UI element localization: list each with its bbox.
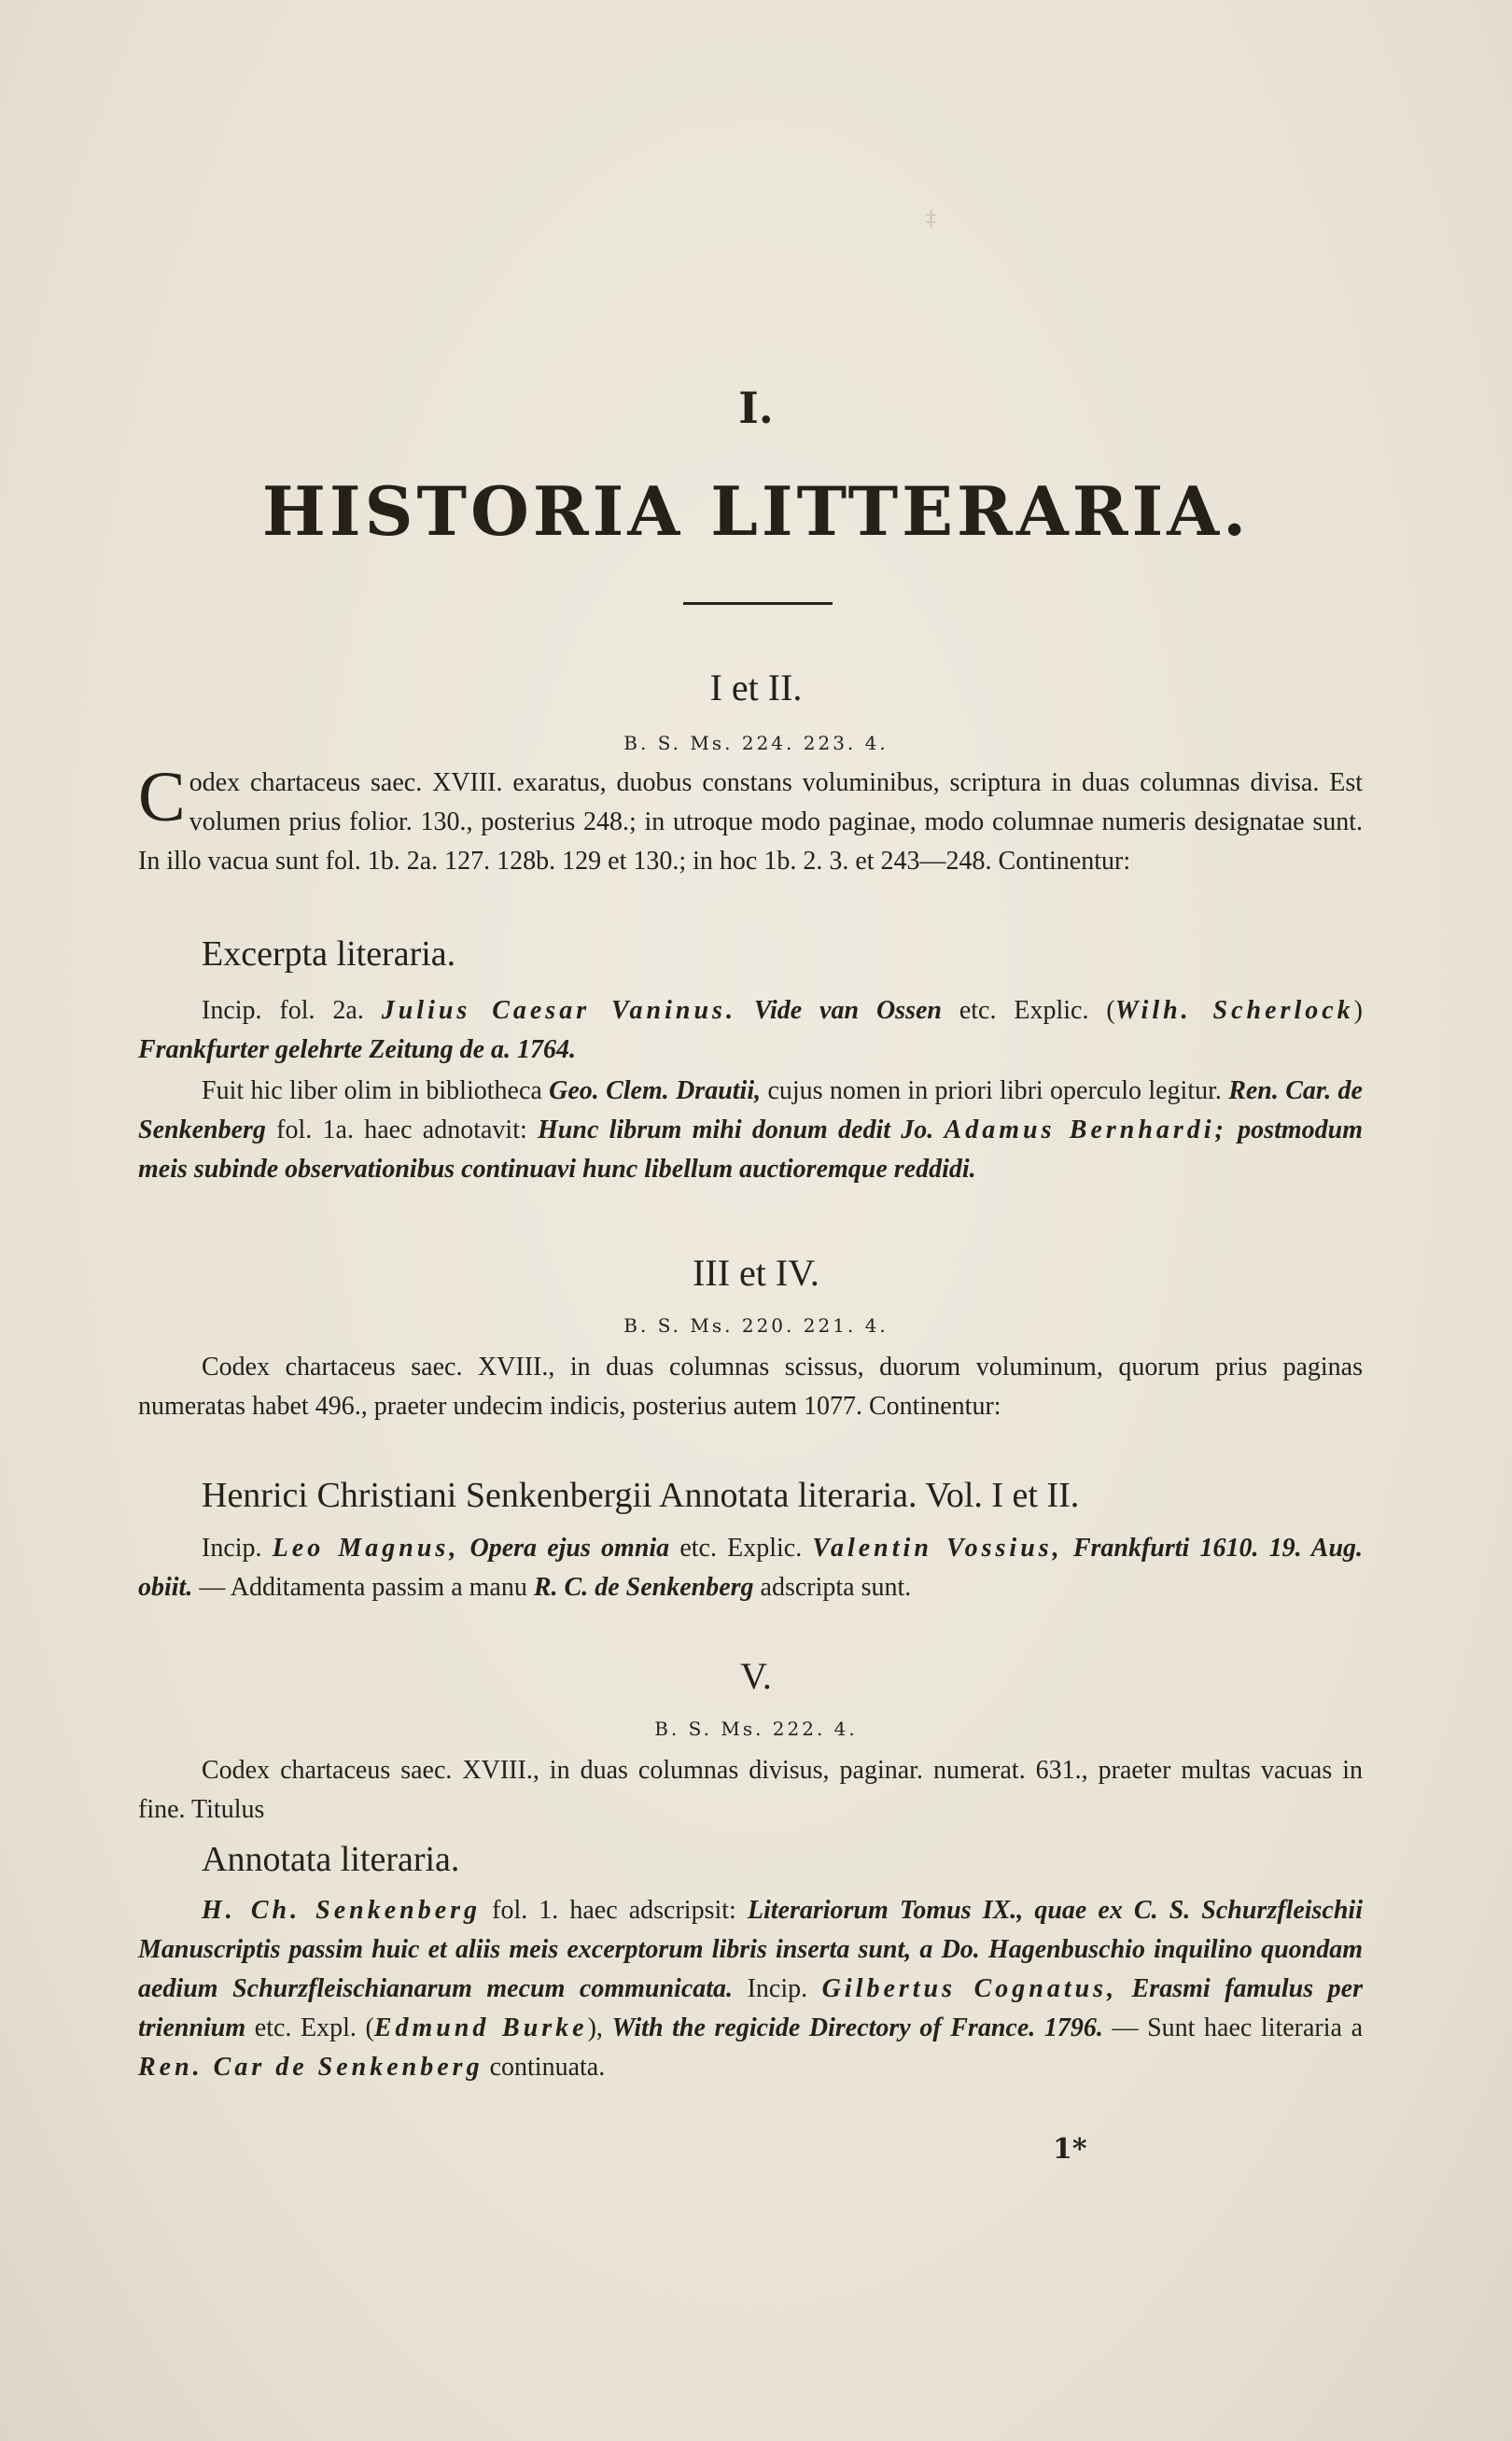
text-emph: Geo. Clem. Drautii,: [549, 1076, 762, 1105]
text-emph: Literariorum Tomus IX., quae ex C. S. Schurzfleischii Manuscriptis passim huic et aliis meis excerptorum libris inserta sunt, a Do. Hagenbuschio inquilino quondam aedium Schurzfleischianarum mecum communicata.: [138, 1896, 1363, 2003]
section-1-note: [138, 1072, 1363, 1189]
section-1-incipit: [138, 991, 1363, 1070]
text-emph: postmodum meis subinde observationibus continuavi hunc libellum auctioremque reddidi.: [138, 1115, 1363, 1184]
text: Incip.: [202, 1534, 273, 1563]
section-1-description: [138, 758, 1363, 881]
text: cujus nomen in priori libri operculo legitur.: [761, 1076, 1229, 1105]
work-title-3: Annotata literaria.: [202, 1840, 460, 1879]
faint-mark: ‡: [926, 207, 936, 231]
text: ),: [587, 2013, 612, 2042]
work-title-2: Henrici Christiani Senkenbergii Annotata literaria. Vol. I et II.: [202, 1476, 1080, 1515]
text-emph: Erasmi famulus per triennium: [138, 1974, 1363, 2042]
shelfmark-3: B. S. Ms. 222. 4.: [654, 1718, 858, 1740]
text-emph: Gilbertus Cognatus,: [821, 1974, 1118, 2003]
text: Incip.: [733, 1974, 822, 2003]
text: — Sunt haec literaria a: [1102, 2013, 1363, 2042]
text-emph: Opera ejus omnia: [459, 1534, 670, 1563]
section-heading-2: III et IV.: [693, 1252, 819, 1294]
section-2-description: Codex chartaceus saec. XVIII., in duas columnas scissus, duorum voluminum, quorum prius paginas numeratas habet 496., praeter undecim indicis, posterius autem 1077. Continentur:: [138, 1353, 1363, 1421]
section-3-description: Codex chartaceus saec. XVIII., in duas columnas divisus, paginar. numerat. 631., praeter multas vacuas in fine. Titulus: [138, 1756, 1363, 1824]
section-3-incipit: [138, 1891, 1363, 2087]
section-heading-1: I et II.: [709, 666, 803, 708]
page-title: HISTORIA LITTERARIA.: [261, 471, 1251, 551]
text-emph: R. C. de Senkenberg: [533, 1573, 754, 1602]
text: ): [1353, 996, 1363, 1025]
shelfmark-2: B. S. Ms. 220. 221. 4.: [623, 1314, 889, 1337]
drop-cap: C: [138, 758, 186, 836]
text-emph: Adamus Bernhardi;: [944, 1115, 1227, 1144]
section-2-incipit: [138, 1529, 1363, 1607]
text-emph: Vide van Ossen: [735, 996, 942, 1025]
text: Incip. fol. 2a.: [202, 996, 382, 1025]
work-title-1: Excerpta literaria.: [202, 934, 456, 974]
text-emph: Wilh. Scherlock: [1114, 996, 1354, 1025]
text: etc. Explic.: [669, 1534, 813, 1563]
text: fol. 1a. haec adnotavit:: [265, 1115, 539, 1144]
part-number: I.: [738, 383, 774, 433]
shelfmark-1: B. S. Ms. 224. 223. 4.: [623, 732, 889, 754]
text: etc. Explic. (: [941, 996, 1115, 1025]
text: Fuit hic liber olim in bibliotheca: [202, 1076, 550, 1105]
text-emph: With the regicide Directory of France. 1796.: [611, 2013, 1103, 2042]
text-emph: Ren. Car de Senkenberg: [138, 2053, 483, 2082]
title-rule: [683, 602, 833, 605]
text-emph: Frankfurti 1610. 19. Aug. obiit.: [138, 1534, 1364, 1602]
text: fol. 1. haec adscripsit:: [481, 1896, 748, 1925]
text-emph: Edmund Burke: [373, 2013, 588, 2042]
text-emph: Leo Magnus,: [272, 1534, 460, 1563]
text: etc. Expl. (: [245, 2013, 374, 2042]
text: adscripta sunt.: [753, 1573, 912, 1602]
text-emph: Ren. Car. de Senkenberg: [138, 1076, 1363, 1144]
text-emph: Frankfurter gelehrte Zeitung de a. 1764.: [138, 1035, 577, 1064]
section-1-body: odex chartaceus saec. XVIII. exaratus, duobus constans voluminibus, scriptura in duas columnas divisa. Est volumen prius folior. 130., posterius 248.; in utroque modo paginae, modo columnae numeris designatae sunt. In illo vacua sunt fol. 1b. 2a. 127. 128b. 129 et 130.; in hoc 1b. 2. 3. et 243—248. Continentur:: [138, 768, 1363, 876]
text-emph: H. Ch. Senkenberg: [202, 1896, 482, 1925]
text: — Additamenta passim a manu: [192, 1573, 534, 1602]
text-emph: Valentin Vossius,: [812, 1534, 1063, 1563]
text-emph: Julius Caesar Vaninus.: [381, 996, 736, 1025]
page-number: 1*: [1053, 2133, 1087, 2166]
text-emph: Hunc librum mihi donum dedit Jo.: [538, 1115, 945, 1144]
text: continuata.: [483, 2053, 606, 2082]
section-heading-3: V.: [740, 1655, 772, 1697]
